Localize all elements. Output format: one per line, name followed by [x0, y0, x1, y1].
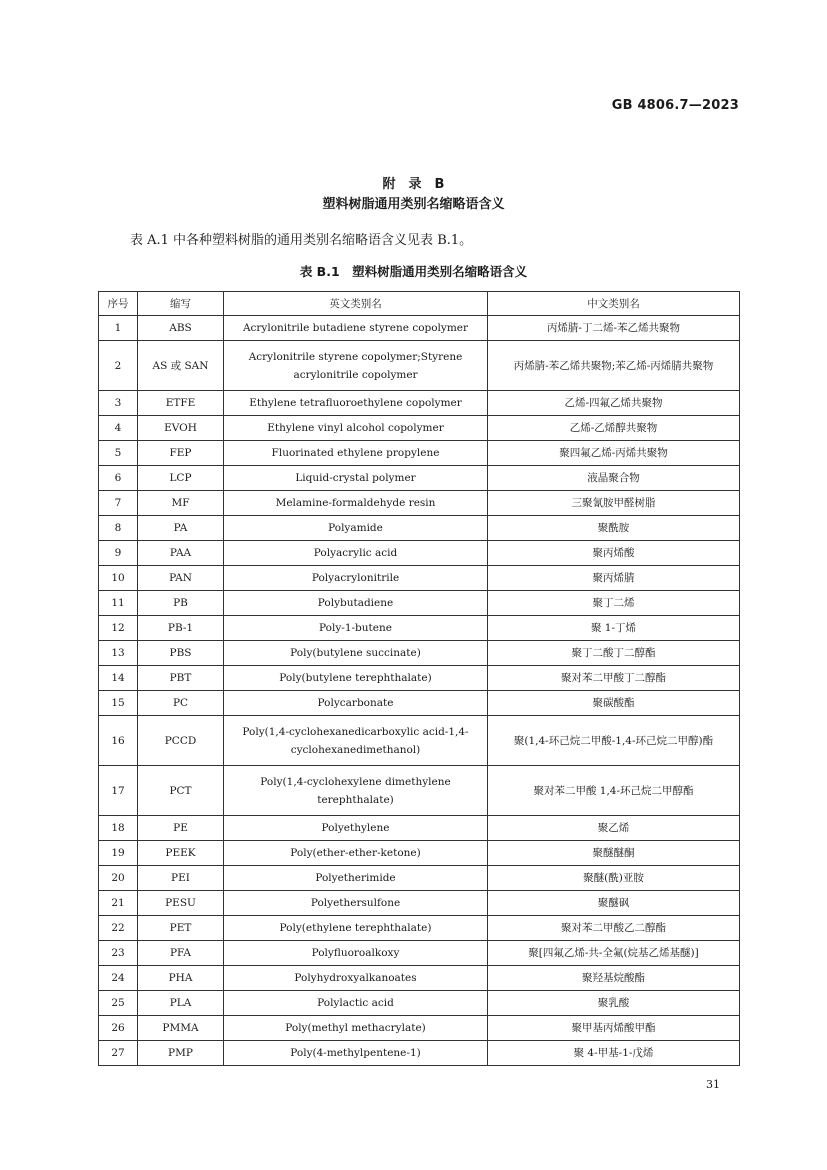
cell-abbreviation: PCCD — [138, 716, 224, 766]
cell-number: 8 — [99, 516, 138, 541]
cell-abbreviation: MF — [138, 491, 224, 516]
cell-english-name: Poly(1,4-cyclohexylene dimethylene terephthalate) — [224, 766, 488, 816]
cell-chinese-name: 三聚氰胺甲醛树脂 — [488, 491, 740, 516]
table-row — [99, 416, 740, 441]
cell-number: 23 — [99, 941, 138, 966]
cell-chinese-name: 丙烯腈-苯乙烯共聚物;苯乙烯-丙烯腈共聚物 — [488, 341, 740, 391]
cell-number: 3 — [99, 391, 138, 416]
cell-number: 21 — [99, 891, 138, 916]
table-row — [99, 766, 740, 816]
cell-english-name: Polybutadiene — [224, 591, 488, 616]
cell-english-name: Polyamide — [224, 516, 488, 541]
cell-english-name: Polycarbonate — [224, 691, 488, 716]
cell-number: 20 — [99, 866, 138, 891]
cell-abbreviation: PAA — [138, 541, 224, 566]
cell-english-name: Poly(4-methylpentene-1) — [224, 1041, 488, 1066]
cell-chinese-name: 聚乳酸 — [488, 991, 740, 1016]
cell-english-name: Poly(ether-ether-ketone) — [224, 841, 488, 866]
table-caption: 表 B.1 塑料树脂通用类别名缩略语含义 — [299, 264, 528, 279]
cell-chinese-name: 聚乙烯 — [488, 816, 740, 841]
cell-english-name: Poly(ethylene terephthalate) — [224, 916, 488, 941]
cell-abbreviation: PB-1 — [138, 616, 224, 641]
cell-english-name: Poly-1-butene — [224, 616, 488, 641]
cell-chinese-name: 聚四氟乙烯-丙烯共聚物 — [488, 441, 740, 466]
cell-english-name: Polylactic acid — [224, 991, 488, 1016]
cell-abbreviation: PMMA — [138, 1016, 224, 1041]
table-row — [99, 691, 740, 716]
cell-chinese-name: 聚酰胺 — [488, 516, 740, 541]
header-no: 序号 — [99, 292, 138, 316]
cell-abbreviation: PC — [138, 691, 224, 716]
table-row — [99, 866, 740, 891]
cell-chinese-name: 聚丁二烯 — [488, 591, 740, 616]
cell-abbreviation: PAN — [138, 566, 224, 591]
cell-abbreviation: ETFE — [138, 391, 224, 416]
cell-chinese-name: 聚丁二酸丁二醇酯 — [488, 641, 740, 666]
table-row — [99, 516, 740, 541]
cell-chinese-name: 聚对苯二甲酸丁二醇酯 — [488, 666, 740, 691]
table-row — [99, 941, 740, 966]
header-abbr: 缩写 — [138, 292, 224, 316]
cell-abbreviation: PESU — [138, 891, 224, 916]
table-row — [99, 891, 740, 916]
cell-abbreviation: PE — [138, 816, 224, 841]
cell-number: 5 — [99, 441, 138, 466]
table-row — [99, 641, 740, 666]
cell-abbreviation: PCT — [138, 766, 224, 816]
table-row — [99, 616, 740, 641]
cell-chinese-name: 乙烯-四氟乙烯共聚物 — [488, 391, 740, 416]
table-row — [99, 1041, 740, 1066]
cell-english-name: Acrylonitrile butadiene styrene copolymer — [224, 316, 488, 341]
cell-english-name: Fluorinated ethylene propylene — [224, 441, 488, 466]
cell-english-name: Polyethylene — [224, 816, 488, 841]
cell-abbreviation: PEEK — [138, 841, 224, 866]
cell-abbreviation: LCP — [138, 466, 224, 491]
cell-number: 7 — [99, 491, 138, 516]
cell-chinese-name: 聚甲基丙烯酸甲酯 — [488, 1016, 740, 1041]
cell-abbreviation: PA — [138, 516, 224, 541]
cell-abbreviation: AS 或 SAN — [138, 341, 224, 391]
table-row — [99, 991, 740, 1016]
cell-number: 15 — [99, 691, 138, 716]
table-row — [99, 841, 740, 866]
table-row — [99, 1016, 740, 1041]
cell-number: 12 — [99, 616, 138, 641]
cell-english-name: Polyhydroxyalkanoates — [224, 966, 488, 991]
cell-number: 16 — [99, 716, 138, 766]
table-row — [99, 591, 740, 616]
cell-chinese-name: 聚碳酸酯 — [488, 691, 740, 716]
table-row — [99, 491, 740, 516]
cell-chinese-name: 聚丙烯腈 — [488, 566, 740, 591]
cell-english-name: Polyethersulfone — [224, 891, 488, 916]
cell-number: 6 — [99, 466, 138, 491]
page-number: 31 — [706, 1078, 720, 1091]
cell-number: 22 — [99, 916, 138, 941]
cell-abbreviation: ABS — [138, 316, 224, 341]
cell-number: 11 — [99, 591, 138, 616]
cell-number: 2 — [99, 341, 138, 391]
cell-chinese-name: 聚醚(酰)亚胺 — [488, 866, 740, 891]
cell-abbreviation: PLA — [138, 991, 224, 1016]
cell-english-name: Ethylene tetrafluoroethylene copolymer — [224, 391, 488, 416]
cell-number: 9 — [99, 541, 138, 566]
cell-chinese-name: 聚 1-丁烯 — [488, 616, 740, 641]
cell-english-name: Poly(butylene succinate) — [224, 641, 488, 666]
cell-english-name: Polyfluoroalkoxy — [224, 941, 488, 966]
cell-abbreviation: PB — [138, 591, 224, 616]
cell-english-name: Polyetherimide — [224, 866, 488, 891]
table-row — [99, 441, 740, 466]
table-row — [99, 541, 740, 566]
cell-chinese-name: 聚对苯二甲酸 1,4-环己烷二甲醇酯 — [488, 766, 740, 816]
appendix-title: 附 录 B — [382, 177, 445, 192]
cell-abbreviation: FEP — [138, 441, 224, 466]
cell-number: 14 — [99, 666, 138, 691]
table-header-row — [99, 292, 740, 316]
abbreviation-table — [98, 291, 740, 1066]
table-row — [99, 316, 740, 341]
cell-number: 19 — [99, 841, 138, 866]
table-row — [99, 966, 740, 991]
cell-abbreviation: PBT — [138, 666, 224, 691]
appendix-subtitle: 塑料树脂通用类别名缩略语含义 — [322, 197, 505, 212]
cell-number: 13 — [99, 641, 138, 666]
cell-abbreviation: PBS — [138, 641, 224, 666]
table-row — [99, 466, 740, 491]
cell-chinese-name: 丙烯腈-丁二烯-苯乙烯共聚物 — [488, 316, 740, 341]
table-row — [99, 916, 740, 941]
header-english-name: 英文类别名 — [224, 292, 488, 316]
cell-chinese-name: 乙烯-乙烯醇共聚物 — [488, 416, 740, 441]
cell-number: 18 — [99, 816, 138, 841]
standard-code: GB 4806.7—2023 — [611, 98, 739, 113]
cell-english-name: Poly(methyl methacrylate) — [224, 1016, 488, 1041]
cell-number: 24 — [99, 966, 138, 991]
table-row — [99, 816, 740, 841]
cell-number: 26 — [99, 1016, 138, 1041]
cell-chinese-name: 聚醚砜 — [488, 891, 740, 916]
cell-abbreviation: PHA — [138, 966, 224, 991]
cell-number: 4 — [99, 416, 138, 441]
cell-abbreviation: PEI — [138, 866, 224, 891]
table-row — [99, 341, 740, 391]
header-chinese-name: 中文类别名 — [488, 292, 740, 316]
intro-paragraph: 表 A.1 中各种塑料树脂的通用类别名缩略语含义见表 B.1。 — [130, 233, 473, 248]
cell-chinese-name: 聚丙烯酸 — [488, 541, 740, 566]
cell-abbreviation: PMP — [138, 1041, 224, 1066]
cell-chinese-name: 聚(1,4-环己烷二甲酸-1,4-环己烷二甲醇)酯 — [488, 716, 740, 766]
cell-abbreviation: PFA — [138, 941, 224, 966]
cell-chinese-name: 聚醚醚酮 — [488, 841, 740, 866]
cell-english-name: Poly(1,4-cyclohexanedicarboxylic acid-1,4-cyclohexanedimethanol) — [224, 716, 488, 766]
cell-number: 1 — [99, 316, 138, 341]
cell-chinese-name: 聚[四氟乙烯-共-全氟(烷基乙烯基醚)] — [488, 941, 740, 966]
cell-abbreviation: EVOH — [138, 416, 224, 441]
cell-number: 17 — [99, 766, 138, 816]
cell-chinese-name: 液晶聚合物 — [488, 466, 740, 491]
cell-number: 27 — [99, 1041, 138, 1066]
table-row — [99, 391, 740, 416]
table-body — [99, 316, 740, 1066]
cell-abbreviation: PET — [138, 916, 224, 941]
table-row — [99, 666, 740, 691]
cell-english-name: Melamine-formaldehyde resin — [224, 491, 488, 516]
cell-english-name: Poly(butylene terephthalate) — [224, 666, 488, 691]
cell-english-name: Polyacrylic acid — [224, 541, 488, 566]
table-row — [99, 566, 740, 591]
cell-chinese-name: 聚 4-甲基-1-戊烯 — [488, 1041, 740, 1066]
cell-english-name: Polyacrylonitrile — [224, 566, 488, 591]
cell-number: 10 — [99, 566, 138, 591]
cell-english-name: Acrylonitrile styrene copolymer;Styrene acrylonitrile copolymer — [224, 341, 488, 391]
cell-number: 25 — [99, 991, 138, 1016]
cell-chinese-name: 聚对苯二甲酸乙二醇酯 — [488, 916, 740, 941]
cell-chinese-name: 聚羟基烷酸酯 — [488, 966, 740, 991]
cell-english-name: Liquid-crystal polymer — [224, 466, 488, 491]
cell-english-name: Ethylene vinyl alcohol copolymer — [224, 416, 488, 441]
table-row — [99, 716, 740, 766]
